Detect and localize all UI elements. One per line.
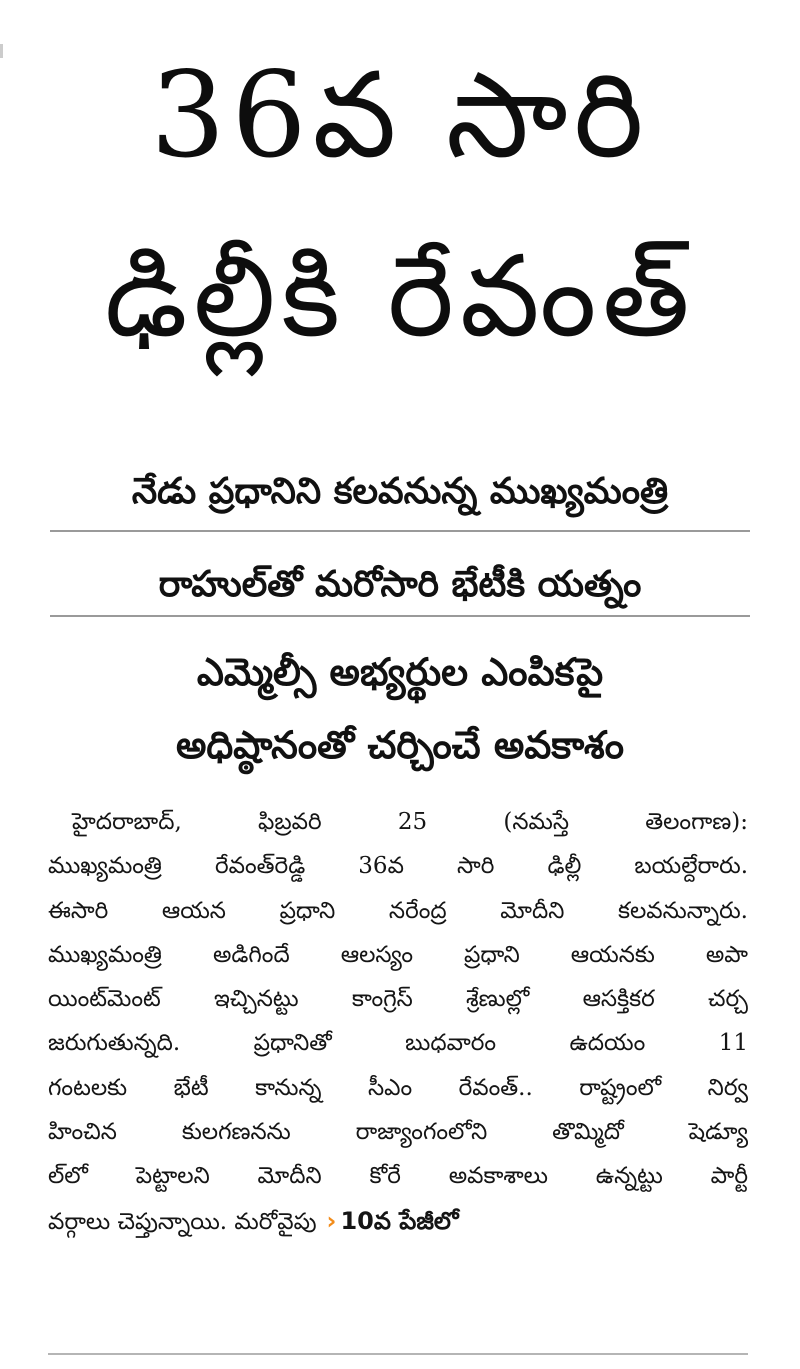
- body-line: ముఖ్యమంత్రి అడిగిందే ఆలస్యం ప్రధాని ఆయనకు అపా: [48, 941, 748, 968]
- body-line: ముఖ్యమంత్రి రేవంత్‌రెడ్డి 36వ సారి ఢిల్లీ బయల్దేరారు.: [48, 853, 748, 880]
- chevron-right-icon: ›: [326, 1206, 337, 1235]
- body-line: గంటలకు భేటీ కానున్న సీఎం రేవంత్.. రాష్ట్రంలో నిర్వ: [48, 1074, 748, 1101]
- article-body: [48, 800, 748, 1243]
- divider: [50, 615, 750, 617]
- headline-line-1: 36వ సారి: [150, 46, 650, 184]
- deck-line-2: అధిష్ఠానంతో చర్చించే అవకాశం: [175, 723, 625, 767]
- body-line: హించిన కులగణనను రాజ్యాంగంలోని తొమ్మిదో షెడ్యూ: [48, 1119, 748, 1146]
- continuation-label: 10వ పేజీలో: [340, 1206, 459, 1235]
- headline-line-2: ఢిల్లీకి రేవంత్: [104, 232, 696, 362]
- body-line-text: వర్గాలు చెప్తున్నాయి. మరోవైపు: [48, 1208, 317, 1235]
- body-line: ల్‌లో పెట్టాలని మోదీని కోరే అవకాశాలు ఉన్నట్టు పార్టీ: [48, 1163, 748, 1190]
- continuation-link[interactable]: [327, 1207, 459, 1235]
- subdeck-1: నేడు ప్రధానిని కలవనున్న ముఖ్యమంత్రి: [131, 471, 669, 512]
- body-line: జరుగుతున్నది. ప్రధానితో బుధవారం ఉదయం 11: [48, 1030, 748, 1057]
- body-line: ఈసారి ఆయన ప్రధాని నరేంద్ర మోదీని కలవనున్నారు.: [48, 897, 748, 924]
- divider: [50, 530, 750, 532]
- subdeck-2: రాహుల్‌తో మరోసారి భేటీకి యత్నం: [158, 564, 642, 605]
- bottom-divider: [48, 1353, 748, 1355]
- deck-line-1: ఎమ్మెల్సీ అభ్యర్థుల ఎంపికపై: [196, 650, 604, 694]
- body-line-last: [48, 1199, 748, 1243]
- body-line: హైదరాబాద్, ఫిబ్రవరి 25 (నమస్తే తెలంగాణ):: [72, 809, 748, 835]
- body-line: యింట్‌మెంట్ ఇచ్చినట్టు కాంగ్రెస్ శ్రేణుల్లో ఆసక్తికర చర్చ: [48, 986, 748, 1013]
